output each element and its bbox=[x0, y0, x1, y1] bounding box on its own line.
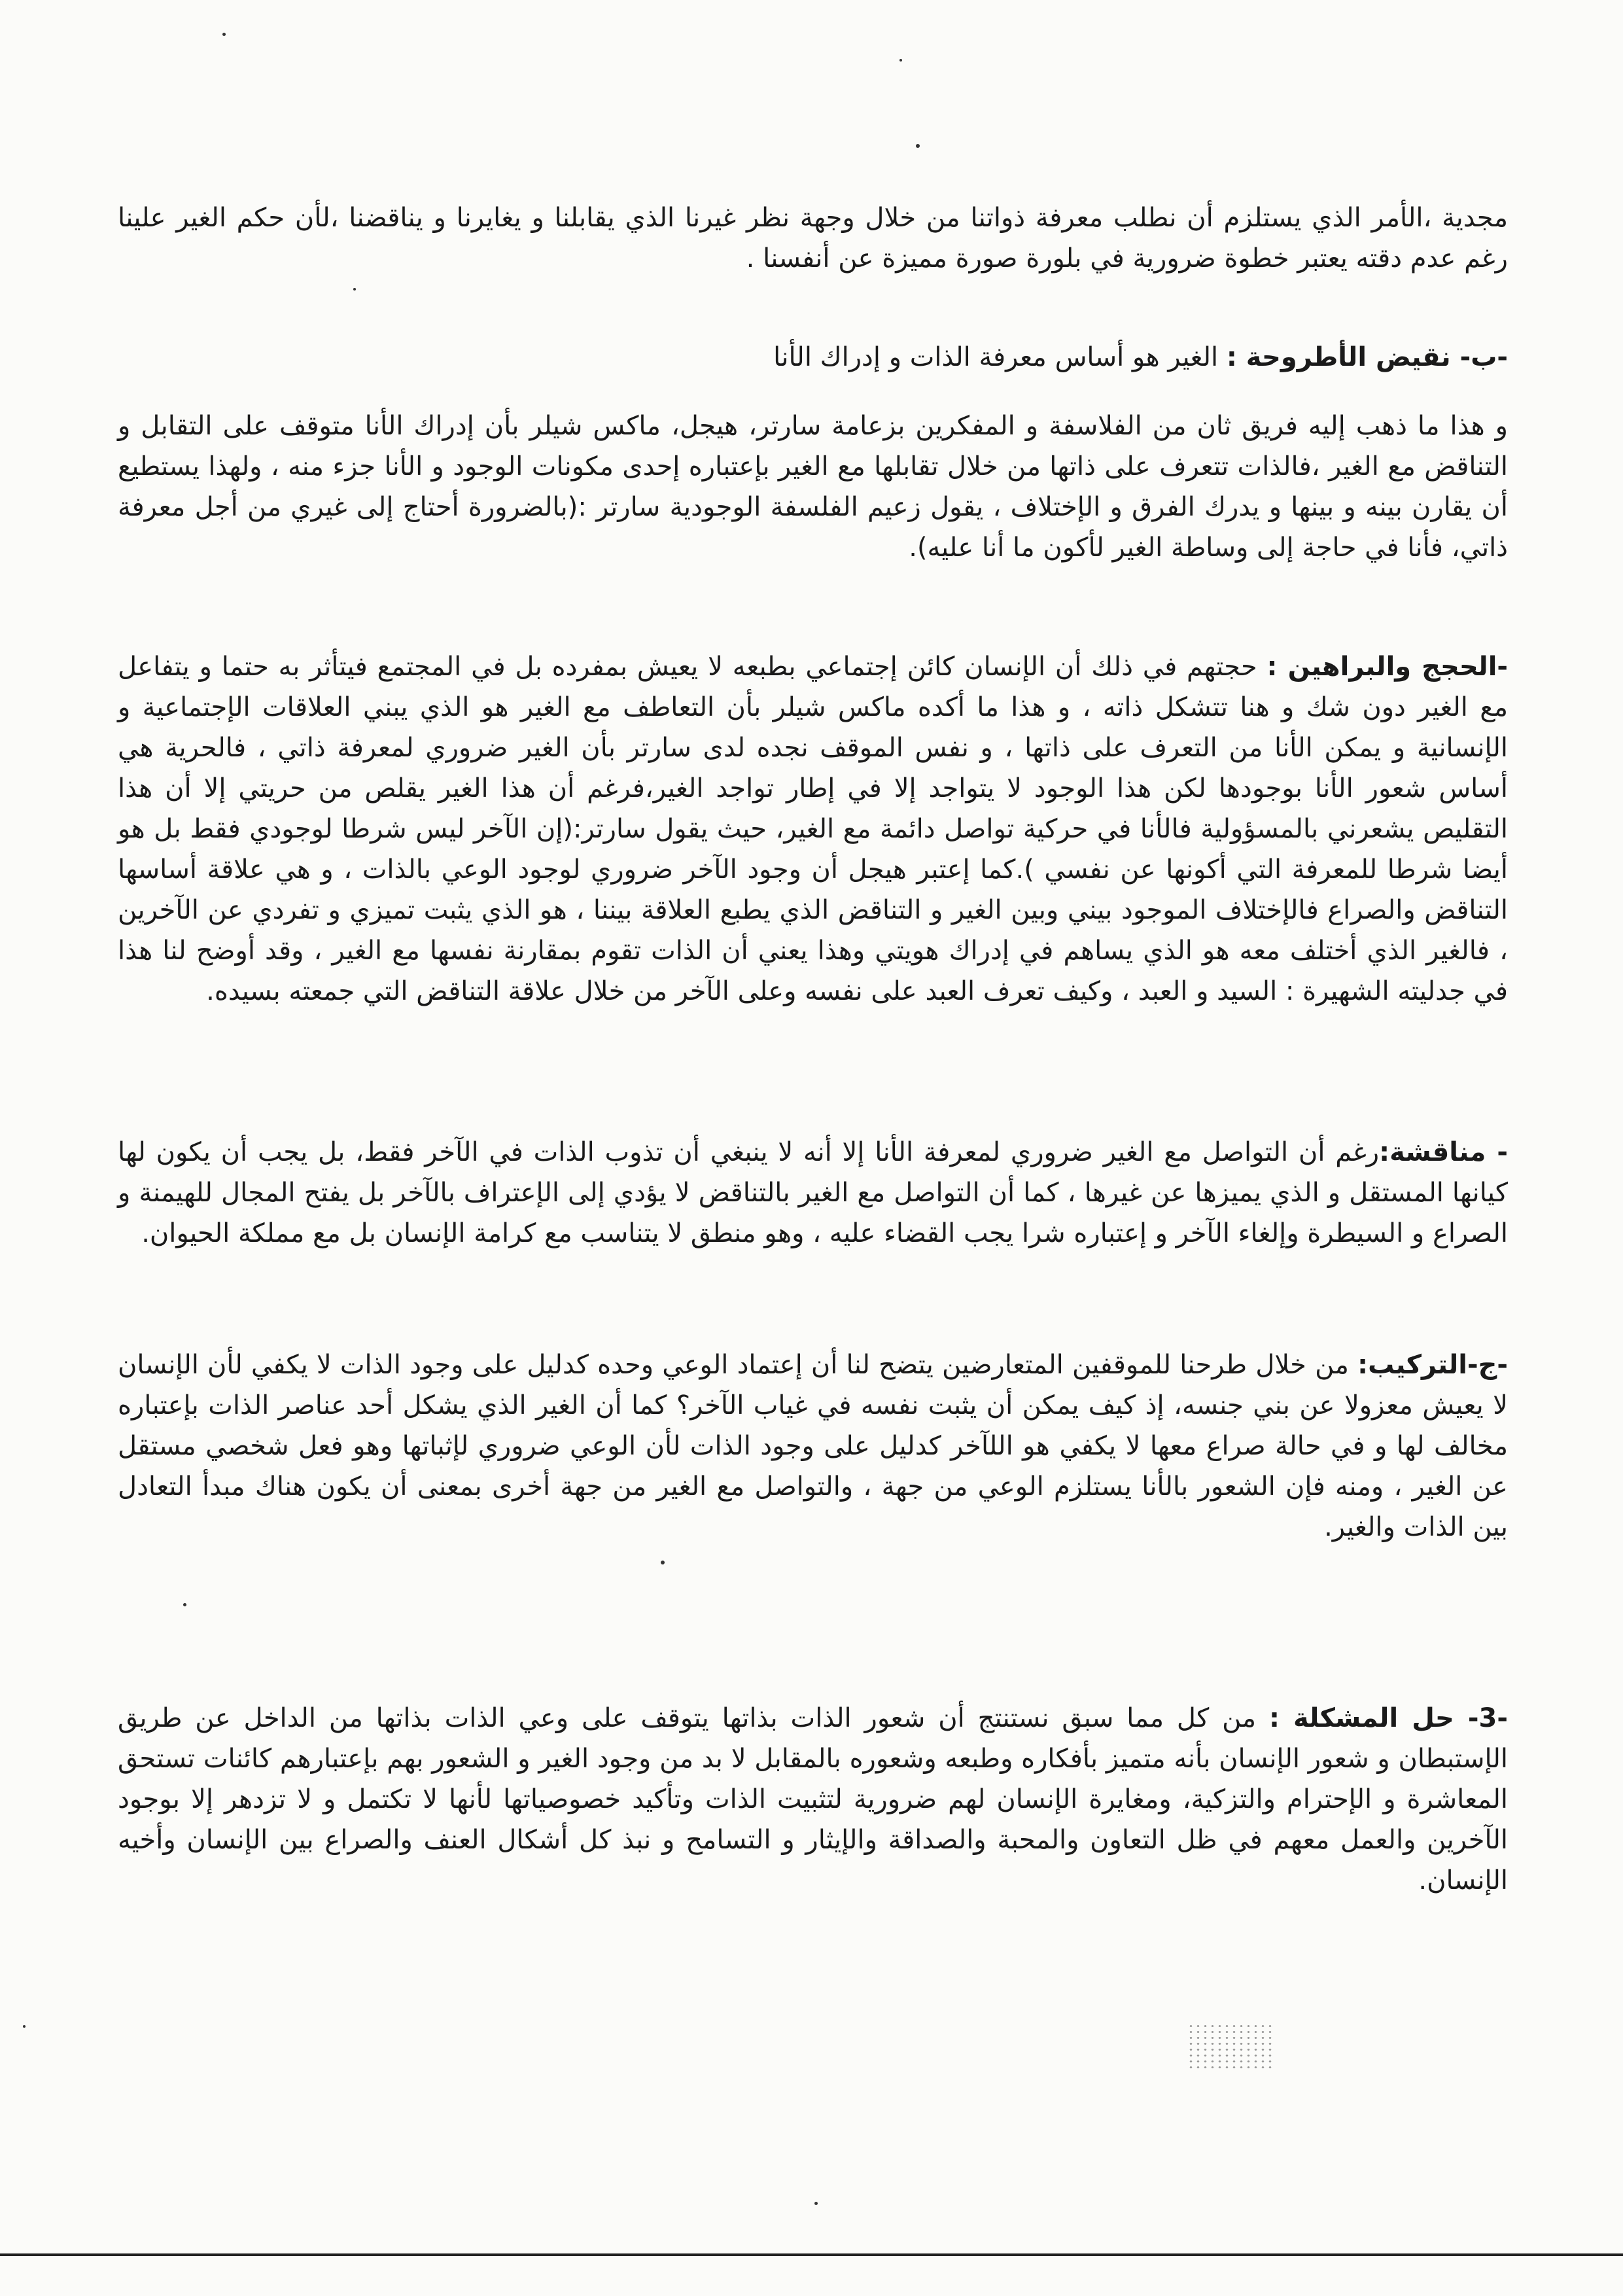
scan-speck bbox=[916, 144, 920, 148]
antithesis-title bbox=[118, 337, 1508, 378]
discussion-body: رغم أن التواصل مع الغير ضروري لمعرفة الأنا إلا أنه لا ينبغي أن تذوب الذات في الآخر فقط، بل يجب أن يكون لها كيانها المستقل و الذي يميزها عن غيرها ، كما أن التواصل مع الغير بالتناقض لا يؤدي إلى الإعتراف بالآخر بل يفتح المجال للهيمنة و الصراع و السيطرة وإلغاء الآخر و إعتباره شرا يجب القضاء عليه ، وهو منطق لا يتناسب مع كرامة الإنسان بل مع مملكة الحيوان. bbox=[118, 1137, 1508, 1248]
arguments-paragraph bbox=[118, 646, 1508, 1012]
scan-speck bbox=[183, 1603, 186, 1606]
scan-noise bbox=[1187, 2023, 1272, 2069]
scan-speck bbox=[23, 2025, 26, 2028]
discussion-paragraph bbox=[118, 1132, 1508, 1254]
synthesis-paragraph bbox=[118, 1345, 1508, 1547]
scan-speck bbox=[661, 1561, 665, 1564]
arguments-heading: -الحجج والبراهين : bbox=[1266, 652, 1509, 682]
synthesis-body: من خلال طرحنا للموقفين المتعارضين يتضح لنا أن إعتماد الوعي وحده كدليل على وجود الذات لا يكفي لأن الإنسان لا يعيش معزولا عن بني جنسه، إذ كيف يمكن أن يثبت نفسه في غياب الآخر؟ كما أن الغير الذي يشكل أحد عناصر الذات بإعتباره مخالف لها و في حالة صراع معها لا يكفي هو اللآخر كدليل على وجود الذات لأن الوعي ضروري لإثباتها وهو فعل شخصي مستقل عن الغير ، ومنه فإن الشعور بالأنا يستلزم الوعي من جهة ، والتواصل مع الغير من جهة أخرى بمعنى أن يكون هناك مبدأ التعادل بين الذات والغير. bbox=[118, 1350, 1508, 1542]
bottom-rule bbox=[0, 2253, 1623, 2256]
solution-paragraph bbox=[118, 1698, 1508, 1901]
scan-speck bbox=[814, 2202, 818, 2205]
antithesis-heading: -ب- نقيض الأطروحة : bbox=[1226, 342, 1508, 372]
synthesis-heading: -ج-التركيب: bbox=[1357, 1350, 1508, 1380]
scan-speck bbox=[353, 288, 356, 291]
arguments-body: حجتهم في ذلك أن الإنسان كائن إجتماعي بطبعه لا يعيش بمفرده بل في المجتمع فيتأثر به حتما و يتفاعل مع الغير دون شك و هنا تتشكل ذاته ، و هذا ما أكده ماكس شيلر بأن التعاطف مع الغير هو الذي يبني العلاقات الإجتماعية و الإنسانية و يمكن الأنا من التعرف على ذاتها ، و نفس الموقف نجده لدى سارتر بأن الغير ضروري لمعرفة ذاتي ، فالحرية هي أساس شعور الأنا بوجودها لكن هذا الوجود لا يتواجد إلا في إطار تواجد الغير،فرغم أن هذا الغير يقلص من حريتي إلا أن هذا التقليص يشعرني بالمسؤولية فالأنا في حركية تواصل دائمة مع الغير، حيث يقول سارتر:(إن الآخر ليس شرطا لوجودي فقط بل هو أيضا شرطا للمعرفة التي أكونها عن نفسي ).كما إعتبر هيجل أن وجود الآخر ضروري لوجود الوعي بالذات ، و هي علاقة أساسها التناقض والصراع فالإختلاف الموجود بيني وبين الغير و التناقض الذي يطبع العلاقة بيننا ، هو الذي يثبت تميزي و تفردي عن الآخرين ، فالغير الذي أختلف معه هو الذي يساهم في إدراك هويتي وهذا يعني أن الذات تقوم بمقارنة نفسها مع الغير ، وقد أوضح لنا هذا في جدليته الشهيرة : السيد و العبد ، وكيف تعرف العبد على نفسه وعلى الآخر من خلال علاقة التناقض التي جمعته بسيده. bbox=[118, 652, 1508, 1006]
discussion-heading: - مناقشة: bbox=[1379, 1137, 1509, 1167]
solution-heading: -3- حل المشكلة : bbox=[1268, 1703, 1508, 1733]
scan-speck bbox=[222, 33, 226, 36]
solution-body: من كل مما سبق نستنتج أن شعور الذات بذاتها يتوقف على وعي الذات بذاتها من الداخل عن طريق الإستبطان و شعور الإنسان بأنه متميز بأفكاره وطبعه وشعوره بالمقابل لا بد من وجود الغير و الشعور بهم بإعتبارهم كائنات تستحق المعاشرة و الإحترام والتزكية، ومغايرة الإنسان لهم ضرورية لتثبيت الذات وتأكيد خصوصياتها لأنها لا تكتمل و لا تزدهر إلا بوجود الآخرين والعمل معهم في ظل التعاون والمحبة والصداقة والإيثار و التسامح و نبذ كل أشكال العنف والصراع بين الإنسان وأخيه الإنسان. bbox=[118, 1703, 1508, 1896]
intro-paragraph: مجدية ،الأمر الذي يستلزم أن نطلب معرفة ذواتنا من خلال وجهة نظر غيرنا الذي يقابلنا و يغايرنا و يناقضنا ،لأن حكم الغير علينا رغم عدم دقته يعتبر خطوة ضرورية في بلورة صورة مميزة عن أنفسنا . bbox=[118, 203, 1508, 274]
antithesis-title-text: الغير هو أساس معرفة الذات و إدراك الأنا bbox=[773, 342, 1227, 372]
antithesis-body: و هذا ما ذهب إليه فريق ثان من الفلاسفة و المفكرين بزعامة سارتر، هيجل، ماكس شيلر بأن إدراك الأنا متوقف على التقابل و التناقض مع الغير ،فالذات تتعرف على ذاتها من خلال تقابلها مع الغير بإعتباره إحدى مكونات الوجود و الأنا جزء منه ، ولهذا يستطيع أن يقارن بينه و بينها و يدرك الفرق و الإختلاف ، يقول زعيم الفلسفة الوجودية سارتر :(بالضرورة أحتاج إلى غيري من أجل معرفة ذاتي، فأنا في حاجة إلى وساطة الغير لأكون ما أنا عليه). bbox=[118, 411, 1508, 563]
scan-speck bbox=[899, 59, 902, 62]
